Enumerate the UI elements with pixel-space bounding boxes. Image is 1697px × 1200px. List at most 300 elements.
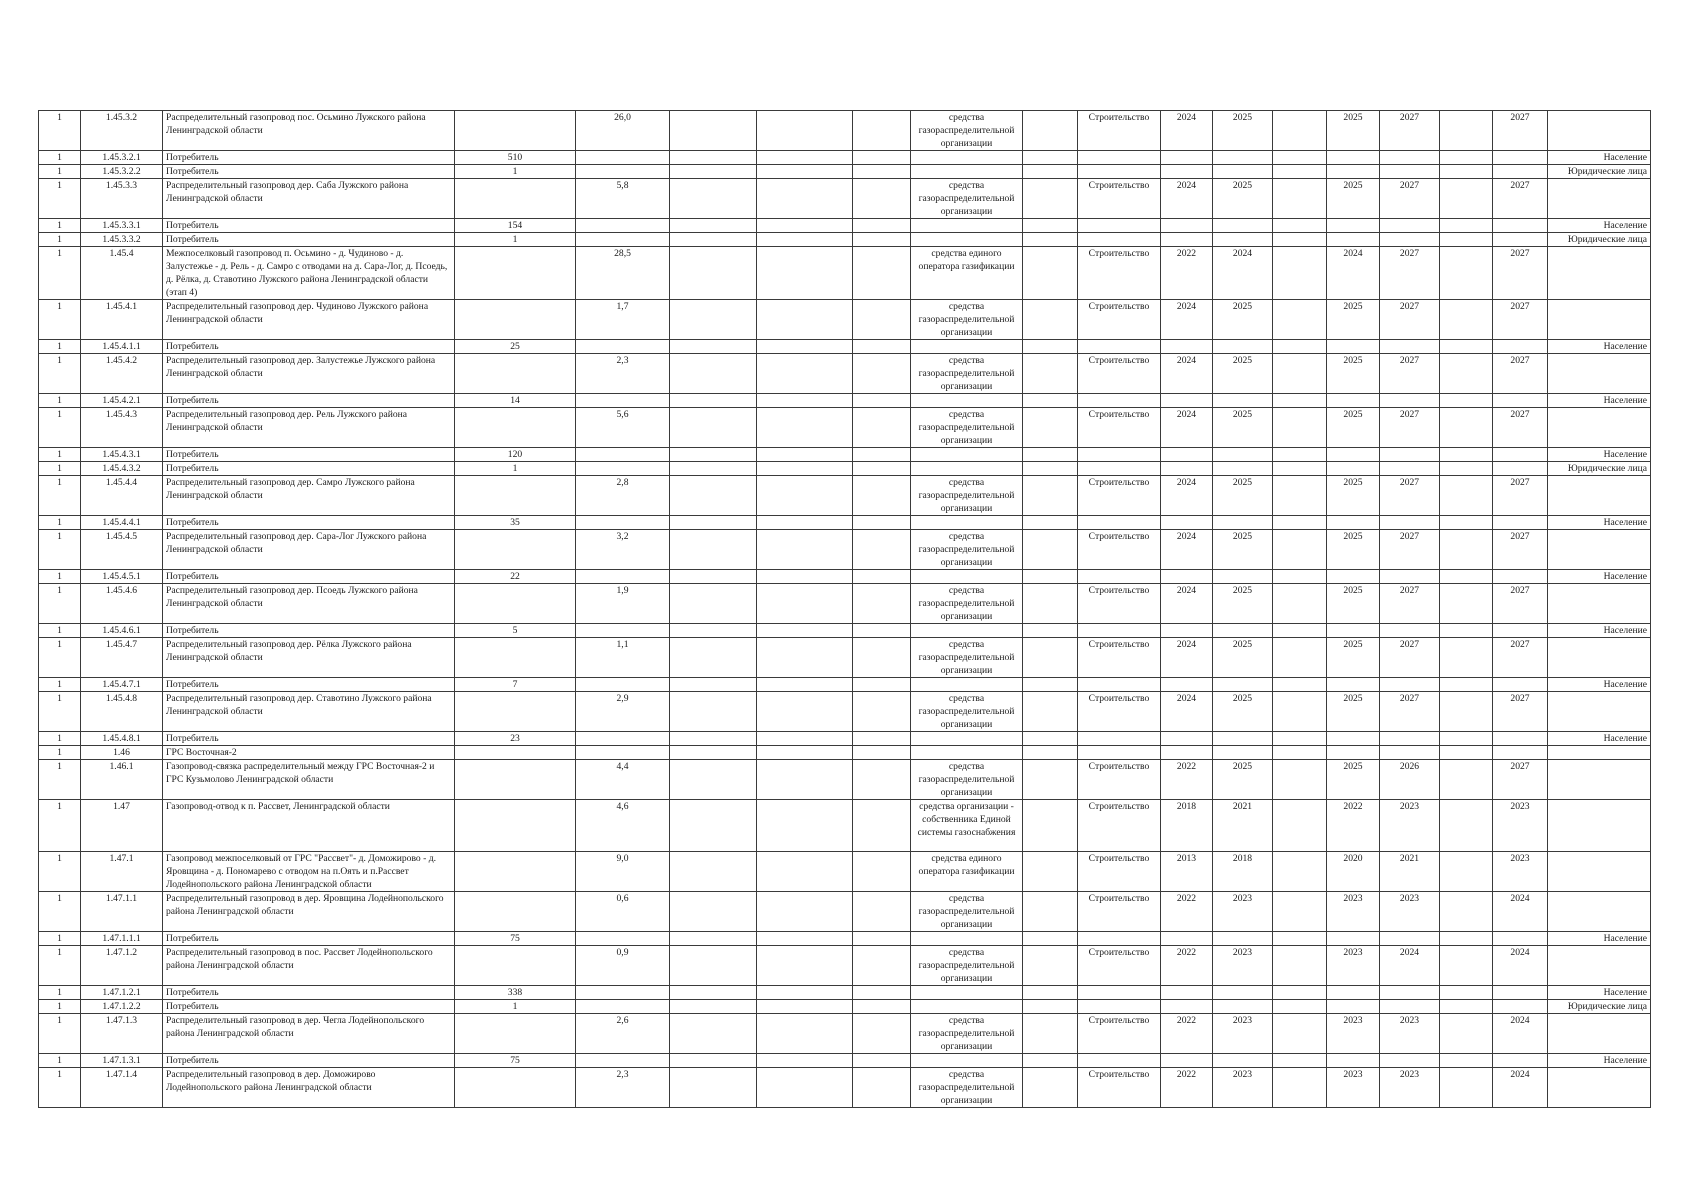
- empty-cell: [1273, 476, 1327, 516]
- funding-source-cell: средства газораспределительной организации: [911, 300, 1023, 340]
- row-level-cell: 1: [39, 111, 81, 151]
- consumer-category-cell: [1548, 530, 1651, 570]
- empty-cell: [1440, 340, 1493, 354]
- length-km-cell: 2,6: [576, 1014, 670, 1054]
- construction-end-year-cell: 2027: [1380, 638, 1440, 678]
- empty-cell: [853, 165, 911, 179]
- design-end-year-cell: 2023: [1213, 946, 1273, 986]
- consumer-category-cell: [1548, 408, 1651, 448]
- row-number-cell: 1.45.4.8: [81, 692, 163, 732]
- row-number-cell: 1.46: [81, 746, 163, 760]
- construction-end-year-cell: 2027: [1380, 247, 1440, 300]
- empty-cell: [1273, 1054, 1327, 1068]
- funding-source-cell: средства газораспределительной организации: [911, 692, 1023, 732]
- design-end-year-cell: 2025: [1213, 179, 1273, 219]
- empty-cell: [670, 354, 757, 394]
- empty-cell: [1273, 678, 1327, 692]
- work-type-cell: [1078, 165, 1161, 179]
- consumers-count-cell: [455, 746, 576, 760]
- empty-cell: [670, 584, 757, 624]
- construction-end-year-cell: [1380, 570, 1440, 584]
- empty-cell: [1440, 638, 1493, 678]
- row-level-cell: 1: [39, 165, 81, 179]
- design-end-year-cell: [1213, 570, 1273, 584]
- work-type-cell: [1078, 746, 1161, 760]
- empty-cell: [1023, 530, 1078, 570]
- empty-cell: [853, 1068, 911, 1108]
- construction-end-year-cell: 2027: [1380, 692, 1440, 732]
- commissioning-year-cell: 2024: [1493, 1068, 1548, 1108]
- length-km-cell: 26,0: [576, 111, 670, 151]
- empty-cell: [1273, 638, 1327, 678]
- empty-cell: [1440, 408, 1493, 448]
- row-level-cell: 1: [39, 1054, 81, 1068]
- work-type-cell: Строительство: [1078, 354, 1161, 394]
- object-name-cell: Распределительный газопровод дер. Рёлка Лужского района Ленинградской области: [163, 638, 455, 678]
- table-row: [39, 678, 1651, 692]
- empty-cell: [1023, 476, 1078, 516]
- empty-cell: [1273, 1068, 1327, 1108]
- construction-start-year-cell: 2025: [1327, 476, 1380, 516]
- empty-cell: [1440, 570, 1493, 584]
- consumer-category-cell: Население: [1548, 151, 1651, 165]
- construction-start-year-cell: [1327, 462, 1380, 476]
- table-row: [39, 946, 1651, 986]
- empty-cell: [670, 247, 757, 300]
- table-row: [39, 638, 1651, 678]
- row-level-cell: 1: [39, 760, 81, 800]
- funding-source-cell: средства газораспределительной организации: [911, 111, 1023, 151]
- design-end-year-cell: 2025: [1213, 354, 1273, 394]
- consumers-count-cell: [455, 476, 576, 516]
- funding-source-cell: средства газораспределительной организации: [911, 892, 1023, 932]
- empty-cell: [1440, 892, 1493, 932]
- row-number-cell: 1.45.4.1.1: [81, 340, 163, 354]
- empty-cell: [853, 476, 911, 516]
- commissioning-year-cell: [1493, 624, 1548, 638]
- empty-cell: [1273, 408, 1327, 448]
- length-km-cell: 2,3: [576, 1068, 670, 1108]
- work-type-cell: [1078, 732, 1161, 746]
- empty-cell: [1440, 746, 1493, 760]
- construction-end-year-cell: [1380, 219, 1440, 233]
- object-name-cell: Газопровод-связка распределительный между ГРС Восточная-2 и ГРС Кузьмолово Ленинградской области: [163, 760, 455, 800]
- funding-source-cell: [911, 678, 1023, 692]
- length-km-cell: [576, 1054, 670, 1068]
- empty-cell: [670, 746, 757, 760]
- design-end-year-cell: 2025: [1213, 530, 1273, 570]
- table-row: [39, 530, 1651, 570]
- funding-source-cell: средства газораспределительной организации: [911, 476, 1023, 516]
- construction-start-year-cell: 2023: [1327, 1068, 1380, 1108]
- empty-cell: [853, 233, 911, 247]
- object-name-cell: Потребитель: [163, 151, 455, 165]
- consumers-count-cell: 1: [455, 233, 576, 247]
- row-level-cell: 1: [39, 219, 81, 233]
- construction-start-year-cell: [1327, 340, 1380, 354]
- construction-start-year-cell: 2023: [1327, 892, 1380, 932]
- empty-cell: [1023, 1014, 1078, 1054]
- design-end-year-cell: [1213, 732, 1273, 746]
- consumer-category-cell: [1548, 247, 1651, 300]
- funding-source-cell: [911, 233, 1023, 247]
- object-name-cell: Распределительный газопровод дер. Рель Лужского района Ленинградской области: [163, 408, 455, 448]
- empty-cell: [1273, 300, 1327, 340]
- empty-cell: [853, 746, 911, 760]
- table-row: [39, 584, 1651, 624]
- table-row: [39, 354, 1651, 394]
- empty-cell: [670, 151, 757, 165]
- empty-cell: [1023, 678, 1078, 692]
- empty-cell: [853, 624, 911, 638]
- empty-cell: [1023, 247, 1078, 300]
- commissioning-year-cell: 2024: [1493, 946, 1548, 986]
- table-row: [39, 111, 1651, 151]
- consumer-category-cell: Население: [1548, 932, 1651, 946]
- work-type-cell: Строительство: [1078, 800, 1161, 852]
- length-km-cell: 2,3: [576, 354, 670, 394]
- table-row: [39, 233, 1651, 247]
- funding-source-cell: средства газораспределительной организации: [911, 760, 1023, 800]
- empty-cell: [853, 1014, 911, 1054]
- object-name-cell: Потребитель: [163, 448, 455, 462]
- row-number-cell: 1.45.4.8.1: [81, 732, 163, 746]
- empty-cell: [757, 624, 853, 638]
- row-number-cell: 1.45.3.2: [81, 111, 163, 151]
- commissioning-year-cell: [1493, 462, 1548, 476]
- design-start-year-cell: [1161, 678, 1213, 692]
- empty-cell: [1273, 340, 1327, 354]
- commissioning-year-cell: 2027: [1493, 530, 1548, 570]
- construction-end-year-cell: 2023: [1380, 1068, 1440, 1108]
- empty-cell: [1023, 219, 1078, 233]
- design-end-year-cell: [1213, 986, 1273, 1000]
- empty-cell: [1440, 800, 1493, 852]
- work-type-cell: Строительство: [1078, 892, 1161, 932]
- object-name-cell: Потребитель: [163, 340, 455, 354]
- work-type-cell: [1078, 1054, 1161, 1068]
- empty-cell: [670, 732, 757, 746]
- consumer-category-cell: [1548, 638, 1651, 678]
- consumers-count-cell: [455, 354, 576, 394]
- row-number-cell: 1.47: [81, 800, 163, 852]
- table-row: [39, 1068, 1651, 1108]
- row-level-cell: 1: [39, 638, 81, 678]
- funding-source-cell: средства газораспределительной организации: [911, 946, 1023, 986]
- funding-source-cell: [911, 746, 1023, 760]
- empty-cell: [1440, 692, 1493, 732]
- design-end-year-cell: 2024: [1213, 247, 1273, 300]
- consumers-count-cell: [455, 638, 576, 678]
- empty-cell: [1273, 1000, 1327, 1014]
- consumers-count-cell: [455, 300, 576, 340]
- design-end-year-cell: [1213, 165, 1273, 179]
- work-type-cell: [1078, 624, 1161, 638]
- empty-cell: [1440, 1000, 1493, 1014]
- design-start-year-cell: 2024: [1161, 692, 1213, 732]
- design-end-year-cell: 2025: [1213, 408, 1273, 448]
- row-number-cell: 1.47.1.3: [81, 1014, 163, 1054]
- row-number-cell: 1.45.4.1: [81, 300, 163, 340]
- funding-source-cell: средства организации - собственника Единой системы газоснабжения: [911, 800, 1023, 852]
- row-number-cell: 1.45.4.4: [81, 476, 163, 516]
- construction-end-year-cell: 2027: [1380, 354, 1440, 394]
- row-level-cell: 1: [39, 340, 81, 354]
- empty-cell: [1023, 732, 1078, 746]
- design-end-year-cell: [1213, 516, 1273, 530]
- design-end-year-cell: 2021: [1213, 800, 1273, 852]
- empty-cell: [1273, 746, 1327, 760]
- empty-cell: [670, 760, 757, 800]
- design-start-year-cell: [1161, 448, 1213, 462]
- design-start-year-cell: [1161, 732, 1213, 746]
- consumer-category-cell: [1548, 354, 1651, 394]
- empty-cell: [757, 476, 853, 516]
- funding-source-cell: [911, 151, 1023, 165]
- length-km-cell: [576, 165, 670, 179]
- object-name-cell: Распределительный газопровод пос. Осьмино Лужского района Ленинградской области: [163, 111, 455, 151]
- consumers-count-cell: 75: [455, 932, 576, 946]
- row-number-cell: 1.45.4.3.2: [81, 462, 163, 476]
- table-row: [39, 408, 1651, 448]
- work-type-cell: [1078, 448, 1161, 462]
- empty-cell: [1023, 233, 1078, 247]
- funding-source-cell: [911, 732, 1023, 746]
- empty-cell: [1440, 151, 1493, 165]
- design-start-year-cell: [1161, 932, 1213, 946]
- row-level-cell: 1: [39, 530, 81, 570]
- empty-cell: [670, 692, 757, 732]
- empty-cell: [1273, 448, 1327, 462]
- design-end-year-cell: [1213, 746, 1273, 760]
- consumer-category-cell: [1548, 892, 1651, 932]
- consumers-count-cell: 35: [455, 516, 576, 530]
- empty-cell: [1023, 800, 1078, 852]
- construction-start-year-cell: [1327, 570, 1380, 584]
- funding-source-cell: [911, 986, 1023, 1000]
- work-type-cell: Строительство: [1078, 760, 1161, 800]
- consumers-count-cell: 1: [455, 165, 576, 179]
- empty-cell: [670, 1000, 757, 1014]
- row-number-cell: 1.46.1: [81, 760, 163, 800]
- construction-start-year-cell: 2023: [1327, 1014, 1380, 1054]
- empty-cell: [853, 800, 911, 852]
- table-row: [39, 448, 1651, 462]
- design-end-year-cell: 2025: [1213, 638, 1273, 678]
- commissioning-year-cell: 2023: [1493, 852, 1548, 892]
- table-row: [39, 932, 1651, 946]
- construction-start-year-cell: 2025: [1327, 760, 1380, 800]
- table-row: [39, 165, 1651, 179]
- empty-cell: [853, 584, 911, 624]
- empty-cell: [853, 516, 911, 530]
- consumer-category-cell: Население: [1548, 678, 1651, 692]
- empty-cell: [670, 516, 757, 530]
- empty-cell: [1273, 111, 1327, 151]
- commissioning-year-cell: 2027: [1493, 111, 1548, 151]
- object-name-cell: Распределительный газопровод в пос. Рассвет Лодейнопольского района Ленинградской области: [163, 946, 455, 986]
- empty-cell: [1440, 986, 1493, 1000]
- table-row: [39, 247, 1651, 300]
- object-name-cell: ГРС Восточная-2: [163, 746, 455, 760]
- construction-start-year-cell: [1327, 1000, 1380, 1014]
- work-type-cell: [1078, 340, 1161, 354]
- empty-cell: [757, 932, 853, 946]
- empty-cell: [670, 892, 757, 932]
- row-number-cell: 1.45.4.6: [81, 584, 163, 624]
- empty-cell: [1440, 760, 1493, 800]
- object-name-cell: Потребитель: [163, 732, 455, 746]
- consumer-category-cell: [1548, 692, 1651, 732]
- row-level-cell: 1: [39, 233, 81, 247]
- object-name-cell: Распределительный газопровод дер. Самро Лужского района Ленинградской области: [163, 476, 455, 516]
- empty-cell: [853, 340, 911, 354]
- empty-cell: [853, 530, 911, 570]
- row-number-cell: 1.45.4.7.1: [81, 678, 163, 692]
- design-end-year-cell: [1213, 151, 1273, 165]
- construction-start-year-cell: [1327, 746, 1380, 760]
- construction-end-year-cell: [1380, 1054, 1440, 1068]
- empty-cell: [1273, 570, 1327, 584]
- empty-cell: [853, 300, 911, 340]
- empty-cell: [757, 732, 853, 746]
- construction-start-year-cell: 2023: [1327, 946, 1380, 986]
- length-km-cell: [576, 394, 670, 408]
- empty-cell: [670, 1068, 757, 1108]
- design-start-year-cell: 2024: [1161, 179, 1213, 219]
- empty-cell: [1273, 986, 1327, 1000]
- empty-cell: [670, 300, 757, 340]
- length-km-cell: 0,6: [576, 892, 670, 932]
- design-start-year-cell: 2024: [1161, 584, 1213, 624]
- empty-cell: [1273, 354, 1327, 394]
- construction-start-year-cell: 2025: [1327, 584, 1380, 624]
- commissioning-year-cell: 2027: [1493, 638, 1548, 678]
- construction-start-year-cell: [1327, 932, 1380, 946]
- empty-cell: [1273, 530, 1327, 570]
- consumers-count-cell: 7: [455, 678, 576, 692]
- length-km-cell: 28,5: [576, 247, 670, 300]
- empty-cell: [757, 692, 853, 732]
- empty-cell: [670, 179, 757, 219]
- table-row: [39, 219, 1651, 233]
- consumer-category-cell: [1548, 746, 1651, 760]
- empty-cell: [853, 462, 911, 476]
- empty-cell: [1023, 394, 1078, 408]
- design-start-year-cell: 2022: [1161, 247, 1213, 300]
- empty-cell: [757, 448, 853, 462]
- commissioning-year-cell: [1493, 448, 1548, 462]
- design-end-year-cell: [1213, 1054, 1273, 1068]
- row-level-cell: 1: [39, 932, 81, 946]
- length-km-cell: 5,6: [576, 408, 670, 448]
- row-number-cell: 1.45.4.7: [81, 638, 163, 678]
- construction-start-year-cell: 2025: [1327, 354, 1380, 394]
- design-end-year-cell: [1213, 219, 1273, 233]
- commissioning-year-cell: 2027: [1493, 354, 1548, 394]
- consumer-category-cell: Население: [1548, 624, 1651, 638]
- empty-cell: [1440, 219, 1493, 233]
- funding-source-cell: средства газораспределительной организации: [911, 584, 1023, 624]
- construction-end-year-cell: 2023: [1380, 800, 1440, 852]
- empty-cell: [1273, 946, 1327, 986]
- commissioning-year-cell: [1493, 1054, 1548, 1068]
- design-end-year-cell: 2023: [1213, 1068, 1273, 1108]
- design-start-year-cell: [1161, 624, 1213, 638]
- empty-cell: [757, 408, 853, 448]
- gas-pipeline-table: [38, 110, 1651, 1108]
- empty-cell: [670, 394, 757, 408]
- empty-cell: [757, 1054, 853, 1068]
- design-end-year-cell: 2025: [1213, 476, 1273, 516]
- consumers-count-cell: 1: [455, 462, 576, 476]
- consumers-count-cell: [455, 892, 576, 932]
- work-type-cell: [1078, 570, 1161, 584]
- empty-cell: [1023, 1054, 1078, 1068]
- empty-cell: [1440, 300, 1493, 340]
- empty-cell: [1023, 300, 1078, 340]
- commissioning-year-cell: 2027: [1493, 179, 1548, 219]
- row-number-cell: 1.45.3.2.2: [81, 165, 163, 179]
- design-start-year-cell: 2024: [1161, 300, 1213, 340]
- empty-cell: [853, 678, 911, 692]
- empty-cell: [670, 165, 757, 179]
- row-level-cell: 1: [39, 678, 81, 692]
- funding-source-cell: средства единого оператора газификации: [911, 852, 1023, 892]
- empty-cell: [670, 800, 757, 852]
- commissioning-year-cell: 2027: [1493, 584, 1548, 624]
- construction-end-year-cell: 2021: [1380, 852, 1440, 892]
- funding-source-cell: средства газораспределительной организации: [911, 354, 1023, 394]
- length-km-cell: 2,8: [576, 476, 670, 516]
- object-name-cell: Потребитель: [163, 1000, 455, 1014]
- row-level-cell: 1: [39, 732, 81, 746]
- row-level-cell: 1: [39, 1000, 81, 1014]
- consumers-count-cell: [455, 530, 576, 570]
- funding-source-cell: [911, 448, 1023, 462]
- object-name-cell: Потребитель: [163, 219, 455, 233]
- length-km-cell: [576, 462, 670, 476]
- table-row: [39, 1014, 1651, 1054]
- funding-source-cell: [911, 462, 1023, 476]
- construction-start-year-cell: 2025: [1327, 111, 1380, 151]
- construction-start-year-cell: 2025: [1327, 408, 1380, 448]
- design-start-year-cell: 2022: [1161, 892, 1213, 932]
- construction-end-year-cell: [1380, 746, 1440, 760]
- design-start-year-cell: 2018: [1161, 800, 1213, 852]
- empty-cell: [1440, 530, 1493, 570]
- row-level-cell: 1: [39, 1068, 81, 1108]
- consumers-count-cell: [455, 760, 576, 800]
- empty-cell: [853, 408, 911, 448]
- empty-cell: [670, 408, 757, 448]
- empty-cell: [1440, 852, 1493, 892]
- construction-start-year-cell: 2020: [1327, 852, 1380, 892]
- row-number-cell: 1.45.3.3.2: [81, 233, 163, 247]
- length-km-cell: 3,2: [576, 530, 670, 570]
- commissioning-year-cell: 2027: [1493, 408, 1548, 448]
- consumer-category-cell: Население: [1548, 219, 1651, 233]
- length-km-cell: 1,7: [576, 300, 670, 340]
- table-row: [39, 800, 1651, 852]
- commissioning-year-cell: [1493, 732, 1548, 746]
- object-name-cell: Потребитель: [163, 932, 455, 946]
- consumers-count-cell: 25: [455, 340, 576, 354]
- row-number-cell: 1.47.1.2.1: [81, 986, 163, 1000]
- empty-cell: [757, 1068, 853, 1108]
- length-km-cell: [576, 151, 670, 165]
- design-start-year-cell: [1161, 746, 1213, 760]
